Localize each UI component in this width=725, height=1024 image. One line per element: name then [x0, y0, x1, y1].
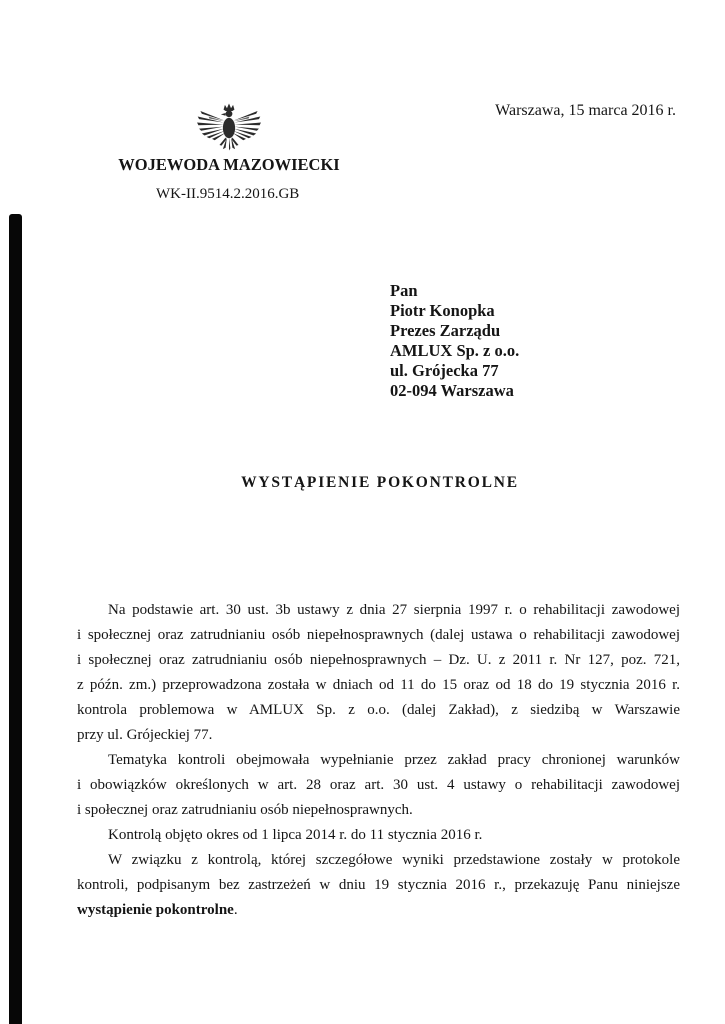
scan-artifact-strip	[9, 214, 22, 1024]
recipient-company: AMLUX Sp. z o.o.	[390, 340, 520, 360]
case-number: WK-II.9514.2.2016.GB	[156, 186, 300, 202]
body-line: i obowiązków określonych w art. 28 oraz art. 30 ust. 4 ustawy o rehabilitacji zawodowej	[77, 777, 680, 793]
body-text	[77, 598, 680, 923]
recipient-salutation: Pan	[390, 281, 418, 300]
body-line: i społecznej oraz zatrudnianiu osób niepełnosprawnych (dalej ustawa o rehabilitacji zawodowej	[77, 627, 680, 643]
sender-title: WOJEWODA MAZOWIECKI	[118, 155, 340, 174]
body-line: kontroli, podpisanym bez zastrzeżeń w dniu 19 stycznia 2016 r., przekazuję Panu niniejsze	[77, 877, 680, 893]
body-line: Na podstawie art. 30 ust. 3b ustawy z dnia 27 sierpnia 1997 r. o rehabilitacji zawodowej	[108, 602, 680, 618]
document-title: WYSTĄPIENIE POKONTROLNE	[241, 474, 519, 491]
body-line: z późn. zm.) przeprowadzona została w dniach od 11 do 15 oraz od 18 do 19 stycznia 2016 r.	[77, 677, 680, 693]
recipient-block	[390, 281, 519, 400]
recipient-position: Prezes Zarządu	[390, 320, 501, 340]
body-line-emphasis	[77, 898, 680, 923]
sentence-period: .	[233, 902, 238, 918]
body-line: przy ul. Grójeckiej 77.	[77, 727, 213, 743]
recipient-name: Piotr Konopka	[390, 300, 495, 320]
body-line: i społecznej oraz zatrudnianiu osób niepełnosprawnych – Dz. U. z 2011 r. Nr 127, poz. 721,	[77, 652, 680, 668]
recipient-street: ul. Grójecka 77	[390, 360, 499, 380]
body-line: W związku z kontrolą, której szczegółowe wyniki przedstawione zostały w protokole	[108, 852, 680, 868]
body-line: i społecznej oraz zatrudnianiu osób niepełnosprawnych.	[77, 802, 413, 818]
body-line: Tematyka kontroli obejmowała wypełnianie przez zakład pracy chronionej warunków	[108, 752, 680, 768]
date-line: Warszawa, 15 marca 2016 r.	[495, 102, 676, 119]
polish-eagle-icon	[195, 102, 263, 154]
body-line: kontrola problemowa w AMLUX Sp. z o.o. (dalej Zakład), z siedzibą w Warszawie	[77, 702, 680, 718]
bold-phrase: wystąpienie pokontrolne	[77, 902, 234, 918]
body-line: Kontrolą objęto okres od 1 lipca 2014 r. do 11 stycznia 2016 r.	[108, 827, 483, 843]
recipient-city: 02-094 Warszawa	[390, 380, 514, 400]
